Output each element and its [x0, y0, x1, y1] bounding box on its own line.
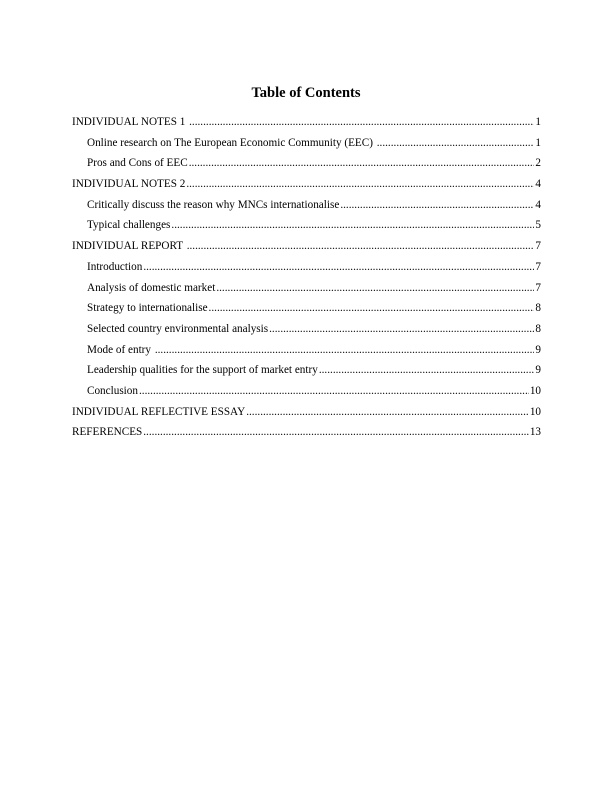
- toc-entry[interactable]: [72, 236, 541, 257]
- toc-dot-leader: [269, 319, 534, 340]
- toc-entry[interactable]: [72, 278, 541, 299]
- toc-entry[interactable]: [72, 153, 541, 174]
- toc-page-number: 4: [535, 178, 541, 191]
- toc-entry[interactable]: [72, 215, 541, 236]
- toc-entry-title: Introduction: [87, 260, 143, 273]
- toc-entry[interactable]: [72, 381, 541, 402]
- toc-dot-leader: [340, 195, 534, 216]
- toc-dot-leader: [155, 340, 535, 361]
- toc-page-number: 10: [529, 384, 541, 397]
- toc-dot-leader: [246, 402, 529, 423]
- toc-entry-title: Online research on The European Economic Community (EEC): [87, 136, 376, 149]
- toc-entry-title: Critically discuss the reason why MNCs internationalise: [87, 198, 340, 211]
- toc-dot-leader: [216, 278, 534, 299]
- toc-dot-leader: [139, 381, 529, 402]
- toc-entry-title: Leadership qualities for the support of market entry: [87, 364, 318, 377]
- toc-dot-leader: [377, 133, 535, 154]
- toc-entry-title: INDIVIDUAL REPORT: [72, 240, 186, 253]
- toc-entry[interactable]: [72, 112, 541, 133]
- toc-entry-title: Strategy to internationalise: [87, 302, 208, 315]
- toc-entry-title: Conclusion: [87, 384, 138, 397]
- toc-dot-leader: [319, 360, 535, 381]
- toc-entry-title: Pros and Cons of EEC: [87, 157, 188, 170]
- toc-page-number: 1: [535, 116, 541, 128]
- toc-entry[interactable]: [72, 360, 541, 381]
- toc-page-number: 8: [535, 322, 541, 335]
- toc-page-number: 7: [535, 281, 541, 294]
- toc-page-number: 7: [535, 240, 541, 253]
- toc-dot-leader: [209, 298, 535, 319]
- toc-page-number: 2: [535, 157, 541, 170]
- toc-entry-title: Selected country environmental analysis: [87, 322, 269, 335]
- toc-page-number: 1: [535, 136, 541, 149]
- toc-entry-title: INDIVIDUAL REFLECTIVE ESSAY: [72, 405, 246, 418]
- toc-entry[interactable]: [72, 174, 541, 195]
- toc-page-number: 9: [535, 364, 541, 377]
- toc-entry-title: INDIVIDUAL NOTES 1: [72, 116, 189, 128]
- toc-entry[interactable]: [72, 340, 541, 361]
- toc-entry[interactable]: [72, 133, 541, 154]
- toc-entry-title: Typical challenges: [87, 219, 171, 232]
- toc-page-number: 7: [535, 260, 541, 273]
- toc-dot-leader: [189, 153, 535, 174]
- toc-page-number: 13: [529, 426, 541, 439]
- toc-page-number: 9: [535, 343, 541, 356]
- toc-entry[interactable]: [72, 195, 541, 216]
- toc-dot-leader: [186, 174, 534, 195]
- toc-entry[interactable]: [72, 319, 541, 340]
- toc-entry[interactable]: [72, 402, 541, 423]
- toc-page-number: 8: [535, 302, 541, 315]
- toc-list: [72, 112, 541, 443]
- toc-dot-leader: [189, 112, 534, 133]
- toc-entry-title: Analysis of domestic market: [87, 281, 216, 294]
- toc-dot-leader: [143, 257, 534, 278]
- toc-page-number: 4: [535, 198, 541, 211]
- toc-dot-leader: [187, 236, 535, 257]
- toc-entry[interactable]: [72, 422, 541, 443]
- toc-entry-title: Mode of entry: [87, 343, 154, 356]
- toc-page-number: 10: [529, 405, 541, 418]
- toc-dot-leader: [143, 422, 529, 443]
- toc-entry-title: INDIVIDUAL NOTES 2: [72, 178, 186, 191]
- toc-entry[interactable]: [72, 298, 541, 319]
- toc-entry-title: REFERENCES: [72, 426, 143, 439]
- toc-entry[interactable]: [72, 257, 541, 278]
- toc-dot-leader: [171, 215, 534, 236]
- toc-page-number: 5: [535, 219, 541, 232]
- toc-title: Table of Contents: [251, 85, 361, 101]
